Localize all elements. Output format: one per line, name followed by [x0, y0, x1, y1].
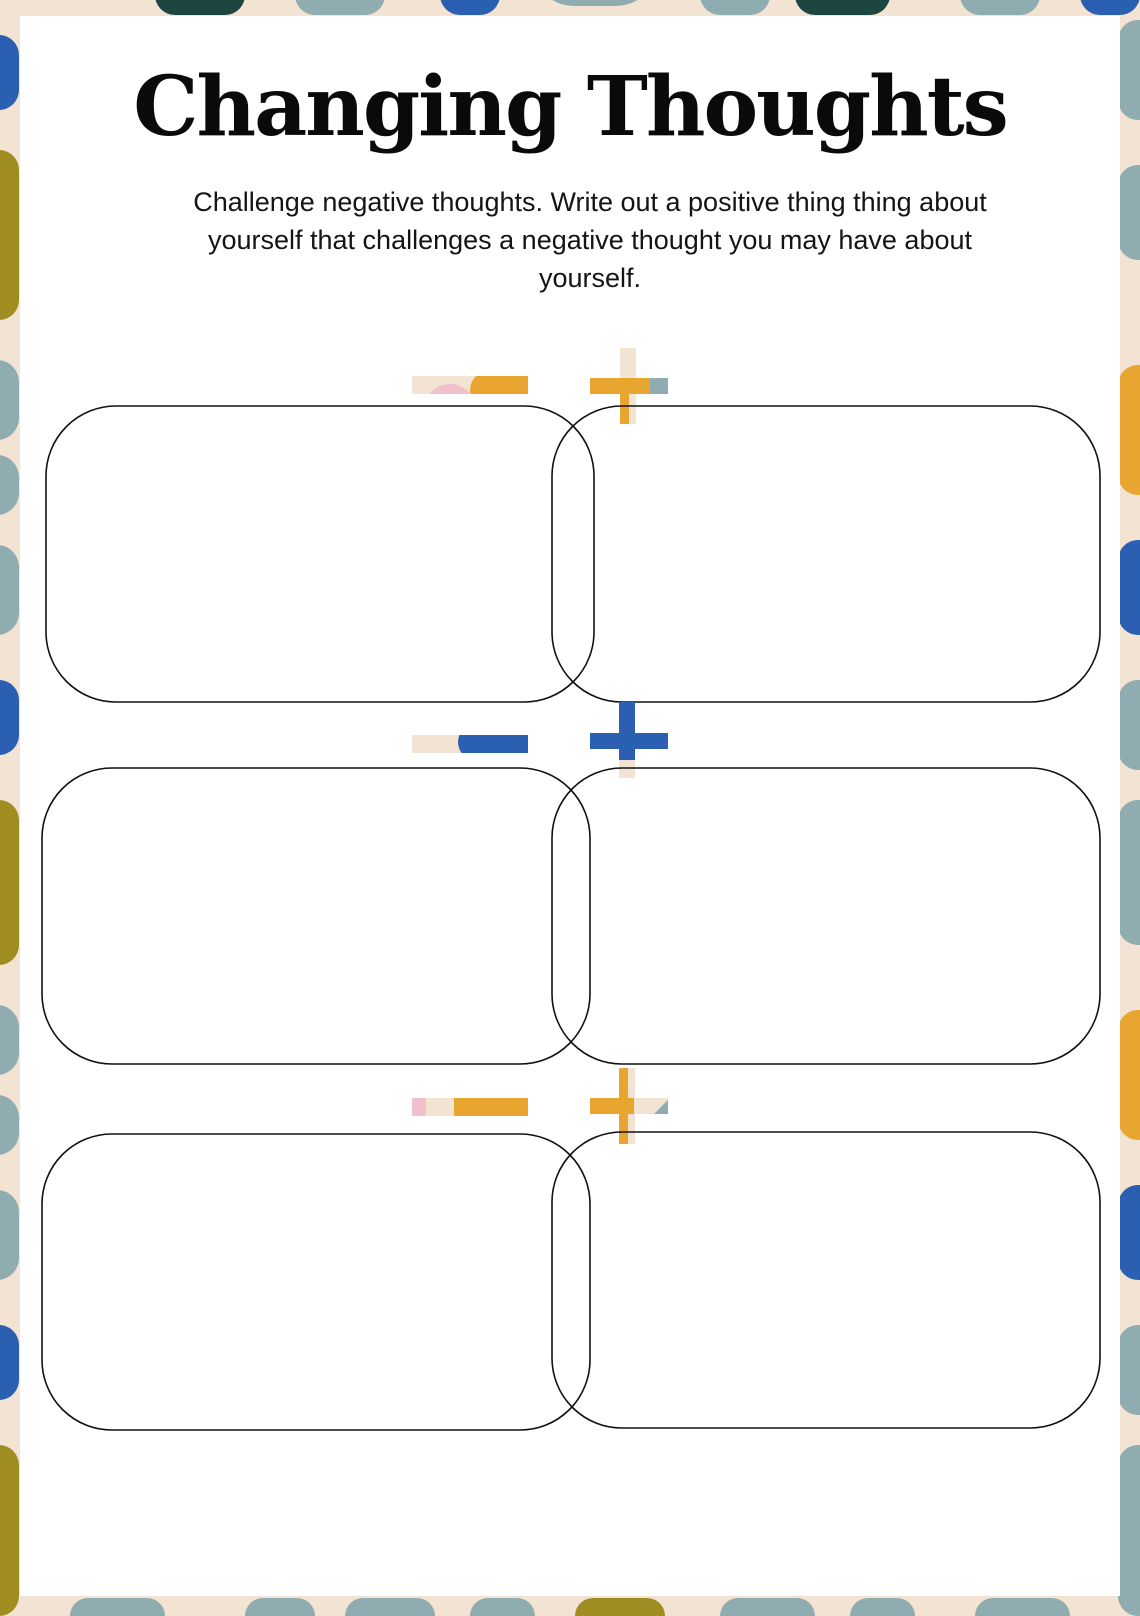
border-shapes-top	[155, 0, 1140, 15]
positive-thought-box[interactable]	[552, 768, 1100, 1064]
negative-thought-box[interactable]	[46, 406, 594, 702]
negative-thought-box[interactable]	[42, 1134, 590, 1430]
border-shapes-bottom	[70, 1598, 1070, 1616]
negative-thought-box[interactable]	[42, 768, 590, 1064]
positive-thought-box[interactable]	[552, 1132, 1100, 1428]
minus-icon	[412, 1098, 528, 1116]
border-shapes-left	[0, 35, 19, 1616]
positive-thought-box[interactable]	[552, 406, 1100, 702]
instructions-text: Challenge negative thoughts. Write out a positive thing thing about yourself that challenges a negative thought you may have about yourself.	[193, 187, 987, 293]
page-title: Changing Thoughts	[133, 59, 1007, 155]
border-shapes-right	[1118, 20, 1140, 1616]
